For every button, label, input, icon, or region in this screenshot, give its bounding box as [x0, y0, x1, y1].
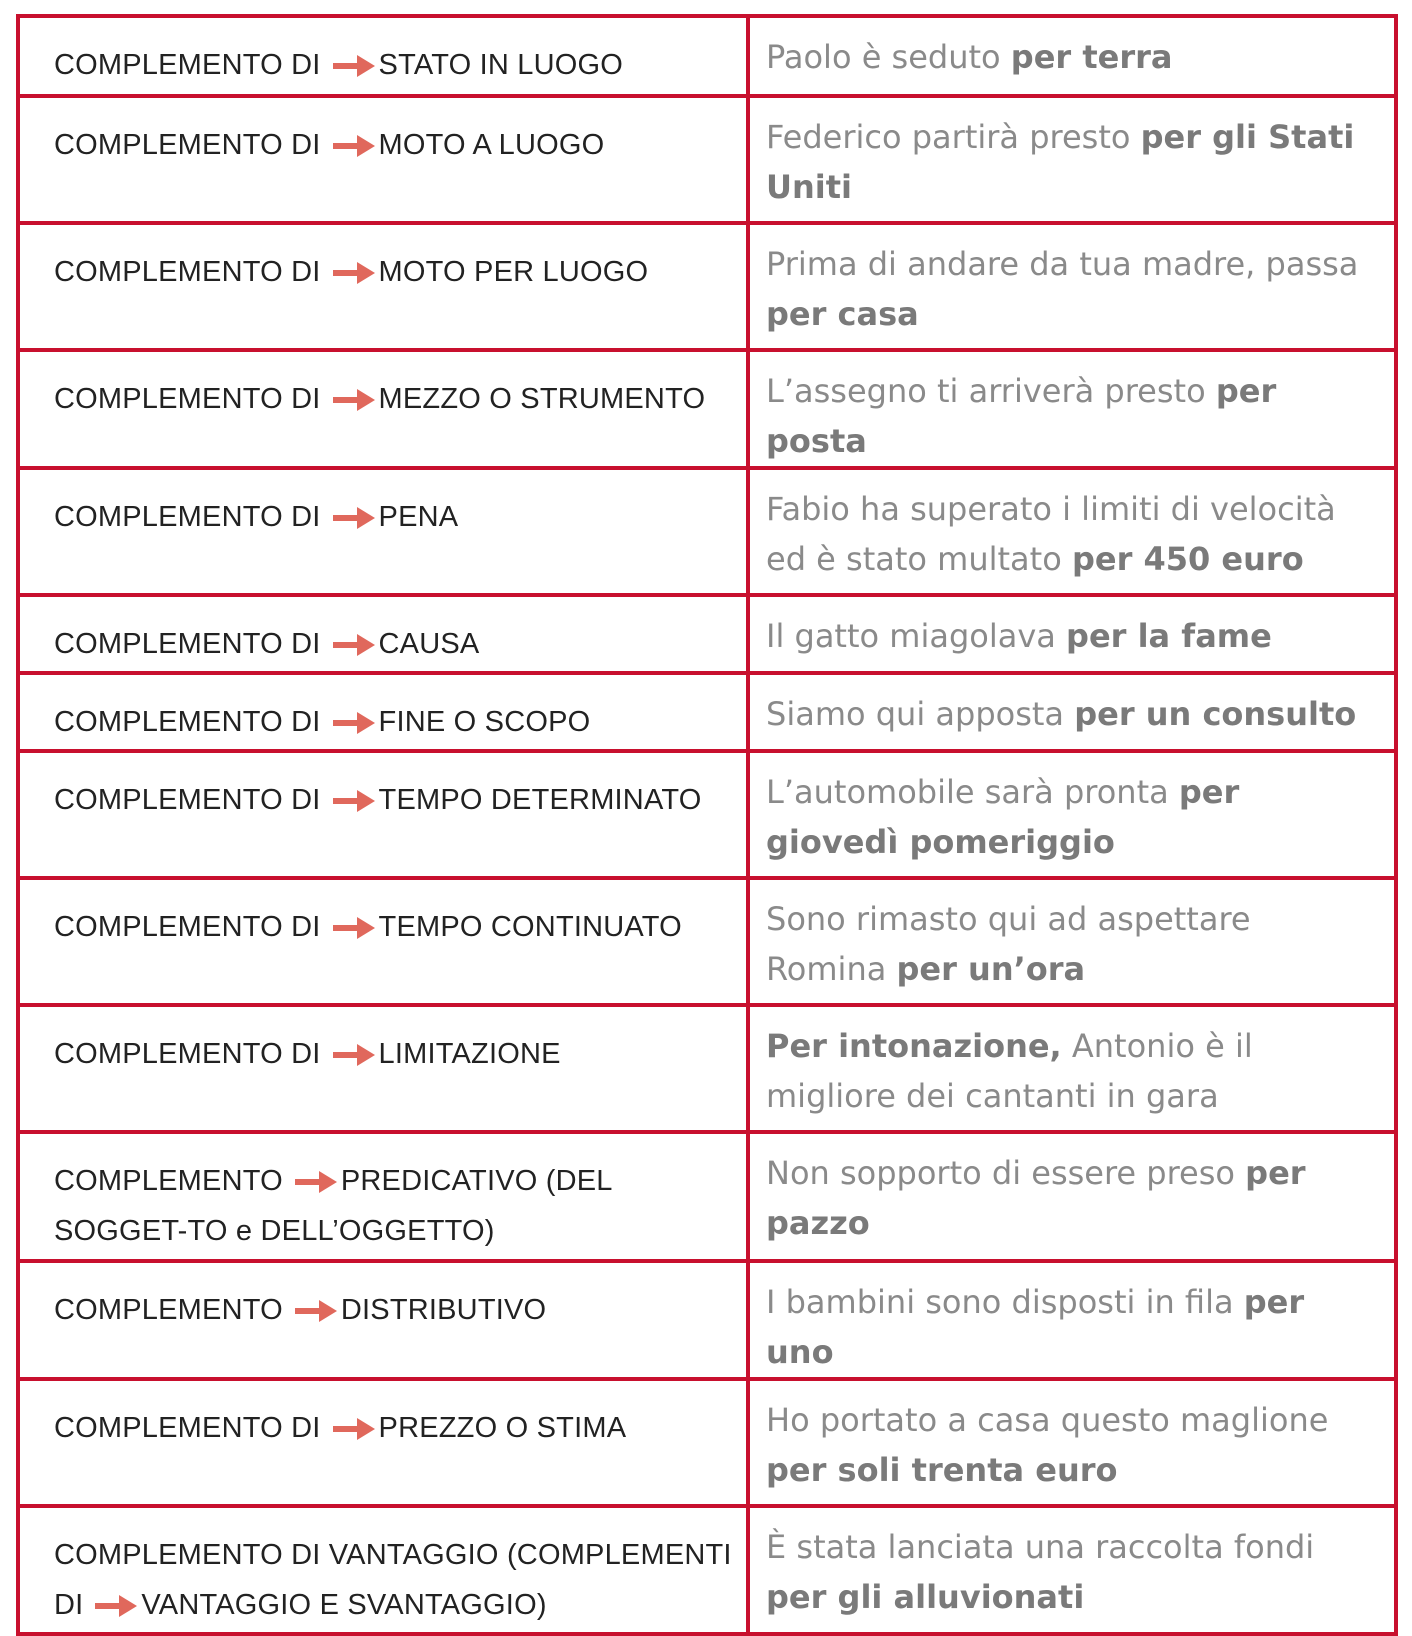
example-highlight: per soli trenta euro [766, 1451, 1118, 1489]
complement-type-cell [18, 468, 748, 595]
example-sentence-cell [748, 1005, 1396, 1132]
example-highlight: per gli Stati Uniti [766, 118, 1355, 206]
example-highlight: per giovedì pomeriggio [766, 773, 1240, 861]
table-row [18, 223, 1396, 350]
example-text: Siamo qui apposta [766, 695, 1075, 733]
right-arrow-icon [333, 1044, 375, 1066]
example-highlight: per posta [766, 372, 1277, 460]
complement-type-cell [18, 350, 748, 468]
complement-name: FINE O SCOPO [378, 706, 591, 738]
right-arrow-icon [333, 389, 375, 411]
complement-type-cell [18, 1379, 748, 1506]
example-sentence-cell [748, 1379, 1396, 1506]
table-row [18, 96, 1396, 223]
complement-prefix: COMPLEMENTO [54, 1294, 283, 1326]
complement-type-cell [18, 673, 748, 751]
complement-type-cell [18, 1261, 748, 1379]
table-row [18, 673, 1396, 751]
complement-prefix: COMPLEMENTO DI [54, 706, 321, 738]
example-text: Paolo è seduto [766, 38, 1011, 76]
example-text: Federico partirà presto [766, 118, 1141, 156]
example-text: L’automobile sarà pronta [766, 773, 1179, 811]
complement-type-cell [18, 1506, 748, 1634]
example-highlight: per un consulto [1074, 695, 1357, 733]
complement-prefix: COMPLEMENTO DI [54, 383, 321, 415]
example-sentence-cell [748, 1261, 1396, 1379]
complement-type-cell [18, 1132, 748, 1261]
complement-name: MEZZO O STRUMENTO [378, 383, 706, 415]
example-sentence-cell [748, 468, 1396, 595]
example-text: È stata lanciata una raccolta fondi [766, 1528, 1315, 1566]
right-arrow-icon [333, 135, 375, 157]
example-text: Antonio è il migliore dei cantanti in gara [766, 1027, 1253, 1115]
example-highlight: per un’ora [896, 950, 1086, 988]
complement-name: MOTO A LUOGO [378, 129, 605, 161]
example-sentence-cell [748, 1506, 1396, 1634]
example-highlight: per uno [766, 1283, 1305, 1371]
right-arrow-icon [333, 262, 375, 284]
example-text: Il gatto miagolava [766, 617, 1067, 655]
right-arrow-icon [333, 507, 375, 529]
complement-prefix: COMPLEMENTO DI [54, 49, 321, 81]
complement-prefix: COMPLEMENTO DI [54, 1412, 321, 1444]
complement-type-cell [18, 16, 748, 96]
example-highlight: per gli alluvionati [766, 1578, 1085, 1616]
complement-name: VANTAGGIO E SVANTAGGIO) [141, 1589, 547, 1621]
complement-type-cell [18, 96, 748, 223]
table-row [18, 1379, 1396, 1506]
complement-name: DISTRIBUTIVO [340, 1294, 547, 1326]
complement-name: TEMPO CONTINUATO [378, 911, 682, 943]
example-highlight: per la fame [1066, 617, 1272, 655]
complement-prefix: COMPLEMENTO DI [54, 784, 321, 816]
example-text: L’assegno ti arriverà presto [766, 372, 1216, 410]
example-text: Sono rimasto qui ad aspettare Romina [766, 900, 1251, 988]
complement-name: STATO IN LUOGO [378, 49, 624, 81]
example-sentence-cell [748, 96, 1396, 223]
example-sentence-cell [748, 223, 1396, 350]
table-row [18, 350, 1396, 468]
right-arrow-icon [333, 634, 375, 656]
right-arrow-icon [295, 1171, 337, 1193]
complement-name: TEMPO DETERMINATO [378, 784, 702, 816]
table-row [18, 1005, 1396, 1132]
example-highlight: per 450 euro [1071, 540, 1304, 578]
complement-prefix: COMPLEMENTO DI [54, 129, 321, 161]
right-arrow-icon [95, 1595, 137, 1617]
complement-type-cell [18, 595, 748, 673]
example-text: Fabio ha superato i limiti di velocità ed è stato multato [766, 490, 1336, 578]
example-text: Prima di andare da tua madre, passa [766, 245, 1359, 283]
table-row [18, 468, 1396, 595]
example-sentence-cell [748, 751, 1396, 878]
complement-name: PREZZO O STIMA [378, 1412, 627, 1444]
complementi-table [16, 14, 1398, 1636]
table-row [18, 878, 1396, 1005]
table-row [18, 595, 1396, 673]
table-body [18, 16, 1396, 1634]
example-text: Non sopporto di essere preso [766, 1154, 1246, 1192]
complement-prefix: COMPLEMENTO DI [54, 911, 321, 943]
complement-prefix: COMPLEMENTO DI [54, 628, 321, 660]
table-row [18, 1132, 1396, 1261]
complement-name: CAUSA [378, 628, 480, 660]
right-arrow-icon [295, 1300, 337, 1322]
example-sentence-cell [748, 1132, 1396, 1261]
example-sentence-cell [748, 878, 1396, 1005]
complement-prefix: COMPLEMENTO DI [54, 256, 321, 288]
complement-prefix: COMPLEMENTO DI [54, 1038, 321, 1070]
complement-type-cell [18, 1005, 748, 1132]
right-arrow-icon [333, 917, 375, 939]
example-sentence-cell [748, 595, 1396, 673]
table-row [18, 1506, 1396, 1634]
right-arrow-icon [333, 55, 375, 77]
complement-name: PENA [378, 501, 459, 533]
table-row [18, 16, 1396, 96]
example-highlight: Per intonazione, [766, 1027, 1062, 1065]
complement-name: MOTO PER LUOGO [378, 256, 649, 288]
right-arrow-icon [333, 712, 375, 734]
example-sentence-cell [748, 673, 1396, 751]
table-row [18, 751, 1396, 878]
example-text: Ho portato a casa questo maglione [766, 1401, 1329, 1439]
complement-prefix: COMPLEMENTO DI VANTAGGIO (COMPLEMENTI DI [54, 1539, 732, 1621]
example-sentence-cell [748, 16, 1396, 96]
complement-type-cell [18, 751, 748, 878]
complement-prefix: COMPLEMENTO [54, 1165, 283, 1197]
example-sentence-cell [748, 350, 1396, 468]
example-highlight: per terra [1010, 38, 1173, 76]
complement-name: PREDICATIVO (DEL SOGGET-TO e DELL’OGGETTO) [54, 1165, 612, 1247]
right-arrow-icon [333, 790, 375, 812]
complement-prefix: COMPLEMENTO DI [54, 501, 321, 533]
complement-type-cell [18, 878, 748, 1005]
right-arrow-icon [333, 1418, 375, 1440]
complement-name: LIMITAZIONE [378, 1038, 561, 1070]
complement-type-cell [18, 223, 748, 350]
example-text: I bambini sono disposti in fila [766, 1283, 1244, 1321]
example-highlight: per casa [766, 295, 919, 333]
example-highlight: per pazzo [766, 1154, 1306, 1242]
table-row [18, 1261, 1396, 1379]
